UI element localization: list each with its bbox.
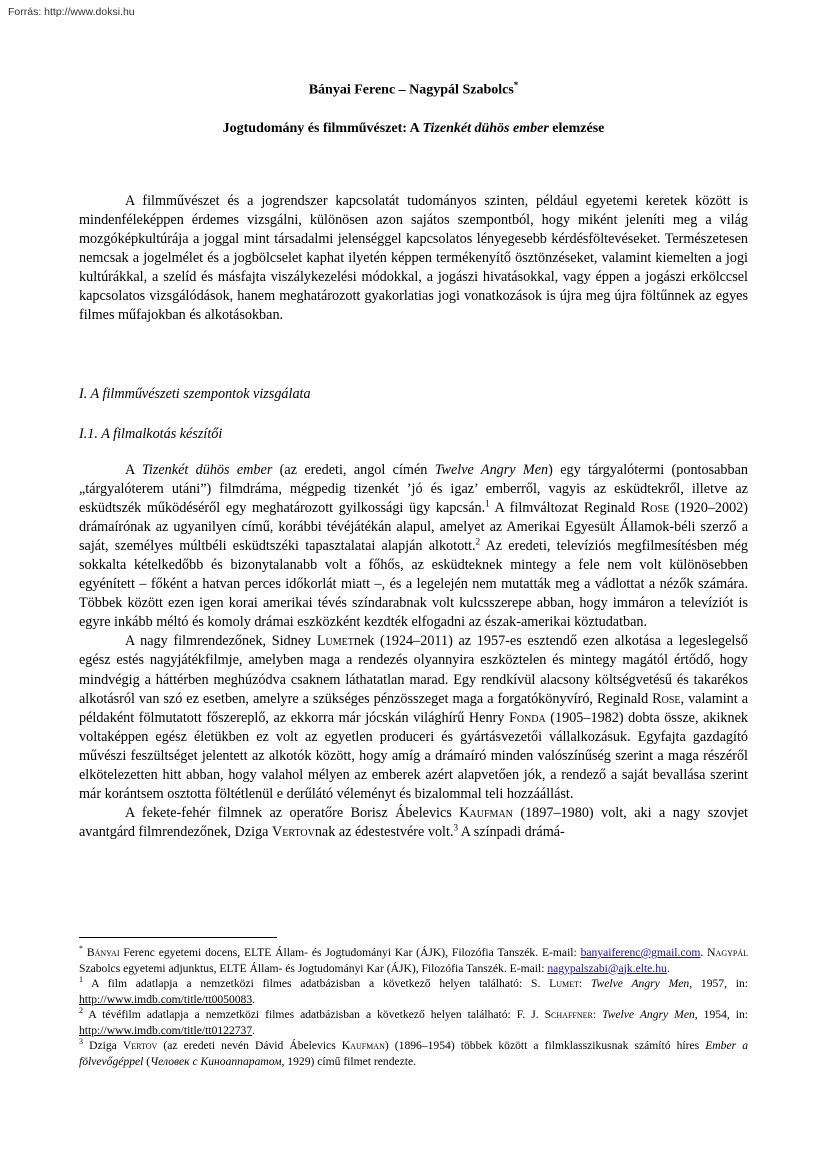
title-italic: Tizenkét dühös ember bbox=[422, 121, 549, 136]
source-label: Forrás: http://www.doksi.hu bbox=[8, 6, 135, 18]
footnote-2: $^2$ A tévéfilm adatlapja a nemzetközi filmes adatbázisban a következő helyen található: F. J. Schaffner: Twelve Angry Men, 1954, in: http://www.imdb.com/title/tt0122737. bbox=[79, 1006, 748, 1037]
email-link-banyai[interactable]: banyaiferenc@gmail.com bbox=[580, 946, 701, 959]
section-heading-1: I. A filmművészeti szempontok vizsgálata bbox=[79, 386, 311, 402]
author-footnote-mark: * bbox=[513, 80, 519, 90]
footnote-ref-3[interactable]: 3 bbox=[453, 822, 458, 833]
title-post: elemzése bbox=[548, 121, 605, 136]
paragraph-1: A Tizenkét dühös ember (az eredeti, angol címén Twelve Angry Men) egy tárgyalótermi (pontosabban „tárgyalóterem utáni”) filmdráma, mégpedig tizenkét ’jó és igaz’ emberről, vagyis az esküdtekről, illetve az esküdtszék működéséről egy meghatározott gyilkossági ügy kapcsán.$^1$ A filmváltozat Reginald Rose (1920–2002) drámaírónak az ugyanilyen című, korábbi tévéjátékán alapul, amelyet az Amerikai Egyesült Államok-béli szerző a saját, személyes múltbéli esküdtszéki tapasztalatai alapján alkotott.$^2$ Az eredeti, televíziós megfilmesítésben még sokkalta kételkedőbb és bizonytalanabb volt a főhős, az esküdteknek mintegy a fele nem volt különösebben egyénített – főként a hatvan perces időkorlát miatt –, és a legelején nem mutatták meg a vádlottat a nézők számára. Többek között ezen igen korai amerikai tévés színdarabnak volt kulcsszerepe abban, hogy immáron a televíziót is egyre inkább méltó és komoly drámai eszközként kezdték elfogadni az észak-amerikai köztudatban. bbox=[79, 462, 749, 631]
author-line bbox=[79, 80, 748, 99]
intro-paragraph: A filmművészet és a jogrendszer kapcsolatát tudományos szinten, például egyetemi keretek között is mindenféleképpen érdemes vizsgálni, különösen azon sajátos szempontból, hogy miként jeleníti meg a világ mozgóképkultúrája a joggal mint társadalmi jelenséggel kapcsolatos lényegesebb kérdésföltevéseket. Természetesen nemcsak a jogelmélet és a jogbölcselet kaphat ilyetén képpen termékenyítő ösztönzéseket, valamint kiemelten a jogi kultúrákkal, a szelíd és másfajta viszálykezelési módokkal, a jogászi hivatásokkal, vagy éppen a jogászi erkölccsel kapcsolatos vizsgálódások, hanem meghatározott gyakorlatias jogi vonatkozások is újra meg újra föltűnnek az egyes filmes műfajokban és alkotásokban. bbox=[79, 193, 748, 324]
footnote-author: * Bányai Ferenc egyetemi docens, ELTE Állam- és Jogtudományi Kar (ÁJK), Filozófia Tanszék. E-mail: banyaiferenc@gmail.com. Nagypál Szabolcs egyetemi adjunktus, ELTE Állam- és Jogtudományi Kar (ÁJK), Filozófia Tanszék. E-mail: nagypalszabi@ajk.elte.hu. bbox=[79, 944, 748, 975]
footnote-divider bbox=[79, 937, 277, 938]
title-pre: Jogtudomány és filmművészet: A bbox=[222, 121, 423, 136]
intro-paragraph-block bbox=[79, 192, 748, 325]
email-link-nagypal[interactable]: nagypalszabi@ajk.elte.hu bbox=[547, 961, 667, 975]
imdb-link-1[interactable]: http://www.imdb.com/title/tt0050083 bbox=[79, 992, 253, 1006]
page-title bbox=[79, 121, 748, 137]
section-heading-1-1: I.1. A filmalkotás készítői bbox=[79, 426, 223, 442]
footnote-ref-1[interactable]: 1 bbox=[485, 498, 490, 509]
paragraph-3: A fekete-fehér filmnek az operatőre Borisz Ábelevics Kaufman (1897–1980) volt, aki a nagy szovjet avantgárd filmrendezőnek, Dziga Vertovnak az édestestvére volt.$^3$ A színpadi drámá- bbox=[79, 804, 748, 840]
footnote-3: $^3$ Dziga Vertov (az eredeti nevén Dávid Ábelevics Kaufman) (1896–1954) többek között a filmklasszikusnak számító híres Ember a fölvevőgéppel (Человек с Киноаппаратом, 1929) című filmet rendezte. bbox=[79, 1037, 748, 1068]
authors: Bányai Ferenc – Nagypál Szabolcs bbox=[308, 82, 514, 98]
imdb-link-2[interactable]: http://www.imdb.com/title/tt0122737 bbox=[79, 1023, 253, 1037]
footnotes bbox=[79, 945, 748, 1069]
paragraph-2: A nagy filmrendezőnek, Sidney Lumetnek (1924–2011) az 1957-es esztendő ezen alkotása a legeslegelső egész estés nagyjátékfilmje, amelyben maga a rendezés olyannyira eszköztelen és mintegy magától értődő, hogy mindvégig a háttérben meghúzódva csaknem láthatatlan marad. Egy rendkívül alacsony költségvetésű és takarékos alkotásról van szó ez esetben, amelyre a szükséges pénzösszeget maga a forgatókönyvíró, Reginald Rose, valamint a példaként fölmutatott főszereplő, az ekkorra már jócskán világhírű Henry Fonda (1905–1982) dobta össze, akiknek voltaképpen egész életükben ez volt az egyetlen produceri és gyártásvezetői vállalkozásuk. Egyfajta gazdagító művészi feszültséget jelentett az alkotók között, hogy amíg a drámaíró minden valószínűség szerint a maga részéről elkötelezetten hitt abban, hogy valahol mélyen az emberek azért alapvetően jók, a rendező a saját bevallása szerint már korántsem osztotta föltétlenül e derűlátó véleményt és bizalommal teli hozzáállást. bbox=[79, 633, 748, 802]
main-text bbox=[79, 461, 748, 842]
footnote-ref-2[interactable]: 2 bbox=[475, 536, 481, 547]
footnote-1: $^1$ A film adatlapja a nemzetközi filmes adatbázisban a következő helyen található: S. Lumet: Twelve Angry Men, 1957, in: http://www.imdb.com/title/tt0050083. bbox=[79, 975, 749, 1006]
